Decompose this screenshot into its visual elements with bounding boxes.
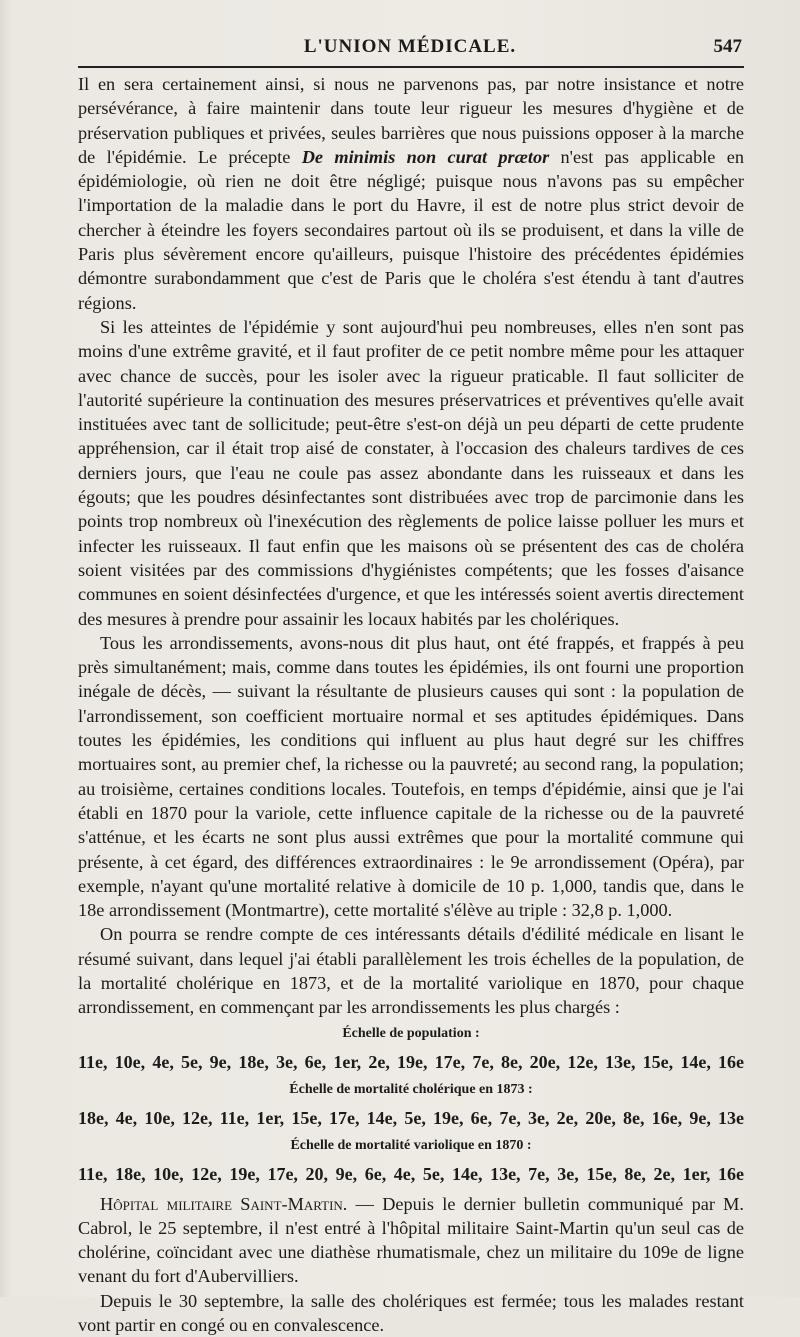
scale-values-population: 11e, 10e, 4e, 5e, 9e, 18e, 3e, 6e, 1er, 2e, 19e, 17e, 7e, 8e, 20e, 12e, 13e, 15e, 14e, 16e [78, 1051, 744, 1072]
article-body [78, 72, 744, 1337]
paragraph-5 [78, 1192, 744, 1289]
scale-title-cholera: Échelle de mortalité cholérique en 1873 : [289, 1081, 533, 1097]
latin-maxim: De minimis non curat prætor [301, 146, 550, 167]
paragraph-1-text-b: n'est pas applicable en épidémiologie, où rien ne doit être négligé; puisque nous n'avons pas su empêcher l'importation de la maladie dans le port du Havre, il est de notre plus strict devoir de chercher à éteindre les foyers secondaires partout où ils se produisent, et dans la ville de Paris plus sévèrement encore qu'ailleurs, puisque l'histoire des précédentes épidémies démontre surabondamment que c'est de Paris que le choléra s'est étendu à tant d'autres régions. [78, 146, 745, 313]
scale-title-population: Échelle de population : [342, 1025, 480, 1041]
paragraph-6: Depuis le 30 septembre, la salle des cholériques est fermée; tous les malades restant vont partir en congé ou en convalescence. [78, 1290, 744, 1336]
paragraph-3: Tous les arrondissements, avons-nous dit plus haut, ont été frappés, et frappés à peu près simultanément; mais, comme dans toutes les épidémies, ils ont fourni une proportion inégale de décès, — suivant la résultante de plusieurs causes qui sont : la population de l'arrondissement, son coefficient mortuaire normal et ses aptitudes épidémiques. Dans toutes les épidémies, les conditions qui influent au plus haut degré sur les chiffres mortuaires sont, au premier chef, la richesse ou la pauvreté; au second rang, la population; au troisième, certaines conditions locales. Toutefois, en temps d'épidémie, ainsi que je l'ai établi en 1870 pour la variole, cette influence capitale de la richesse ou de la pauvreté s'atténue, et les écarts ne sont plus aussi extrêmes que pour la mortalité commune qui présente, à cet égard, des différences extraordinaires : le 9e arrondissement (Opéra), par exemple, n'ayant qu'une mortalité relative à domicile de 10 p. 1,000, tandis que, dans le 18e arrondissement (Montmartre), cette mortalité s'élève au triple : 32,8 p. 1,000. [78, 632, 744, 921]
paragraph-5-text: — Depuis le dernier bulletin communiqué par M. Cabrol, le 25 septembre, il n'est entré à l'hôpital militaire Saint-Martin qu'un seul cas de cholérine, coïncidant avec une diathèse rhumatismale, chez un militaire du 109e de ligne venant du fort d'Aubervilliers. [78, 1193, 744, 1287]
paragraph-1 [78, 72, 744, 315]
page-number: 547 [713, 36, 742, 57]
scale-title-variole: Échelle de mortalité variolique en 1870 : [290, 1137, 532, 1153]
hospital-heading: Hôpital militaire Saint-Martin. [100, 1193, 348, 1214]
paragraph-4: On pourra se rendre compte de ces intéressants détails d'édilité médicale en lisant le résumé suivant, dans lequel j'ai établi parallèlement les trois échelles de la population, de la mortalité cholérique en 1873, et de la mortalité variolique en 1870, pour chaque arrondissement, en commençant par les arrondissements les plus chargés : [78, 924, 744, 1018]
paragraph-2: Si les atteintes de l'épidémie y sont aujourd'hui peu nombreuses, elles n'en sont pas moins d'une extrême gravité, et il faut profiter de ce petit nombre même pour les attaquer avec chance de succès, pour les isoler avec la rigueur praticable. Il faut solliciter de l'autorité supérieure la continuation des mesures préservatrices et préventives qu'elle avait instituées avec tant de sollicitude; peut-être s'est-on déjà un peu départi de cette prudente appréhension, car il était trop aisé de constater, à l'occasion des chaleurs tardives de ces derniers jours, que l'eau ne coule pas assez abondante dans les ruisseaux et dans les égouts; que les poudres désinfectantes sont distribuées avec trop de parcimonie dans les points trop nombreux où l'inexécution des règlements de police laisse polluer les murs et infecter les ruisseaux. Il faut enfin que les maisons où se présentent des cas de choléra soient visitées par des commissions d'hygiénistes compétents; que les fosses d'aisance communes en soient désinfectées d'urgence, et que les intéressés soient avertis directement des mesures à prendre pour assainir les locaux habités par les cholériques. [78, 316, 744, 629]
journal-title: L'UNION MÉDICALE. [303, 36, 517, 57]
header-rule [78, 66, 744, 68]
running-header [78, 36, 742, 66]
scale-values-cholera: 18e, 4e, 10e, 12e, 11e, 1er, 15e, 17e, 14e, 5e, 19e, 6e, 7e, 3e, 2e, 20e, 8e, 16e, 9e, 13e [78, 1107, 744, 1128]
paragraph-1-text-a: Il en sera certainement ainsi, si nous ne parvenons pas, par notre insistance et notre persévérance, à faire maintenir dans toute leur rigueur les mesures d'hygiène et de préservation publiques et privées, seules barrières que nous puissions opposer à la marche de l'épidémie. Le précepte [78, 74, 744, 167]
scale-values-variole: 11e, 18e, 10e, 12e, 19e, 17e, 20, 9e, 6e, 4e, 5e, 14e, 13e, 7e, 3e, 15e, 8e, 2e, 1er, 16e [78, 1163, 744, 1184]
